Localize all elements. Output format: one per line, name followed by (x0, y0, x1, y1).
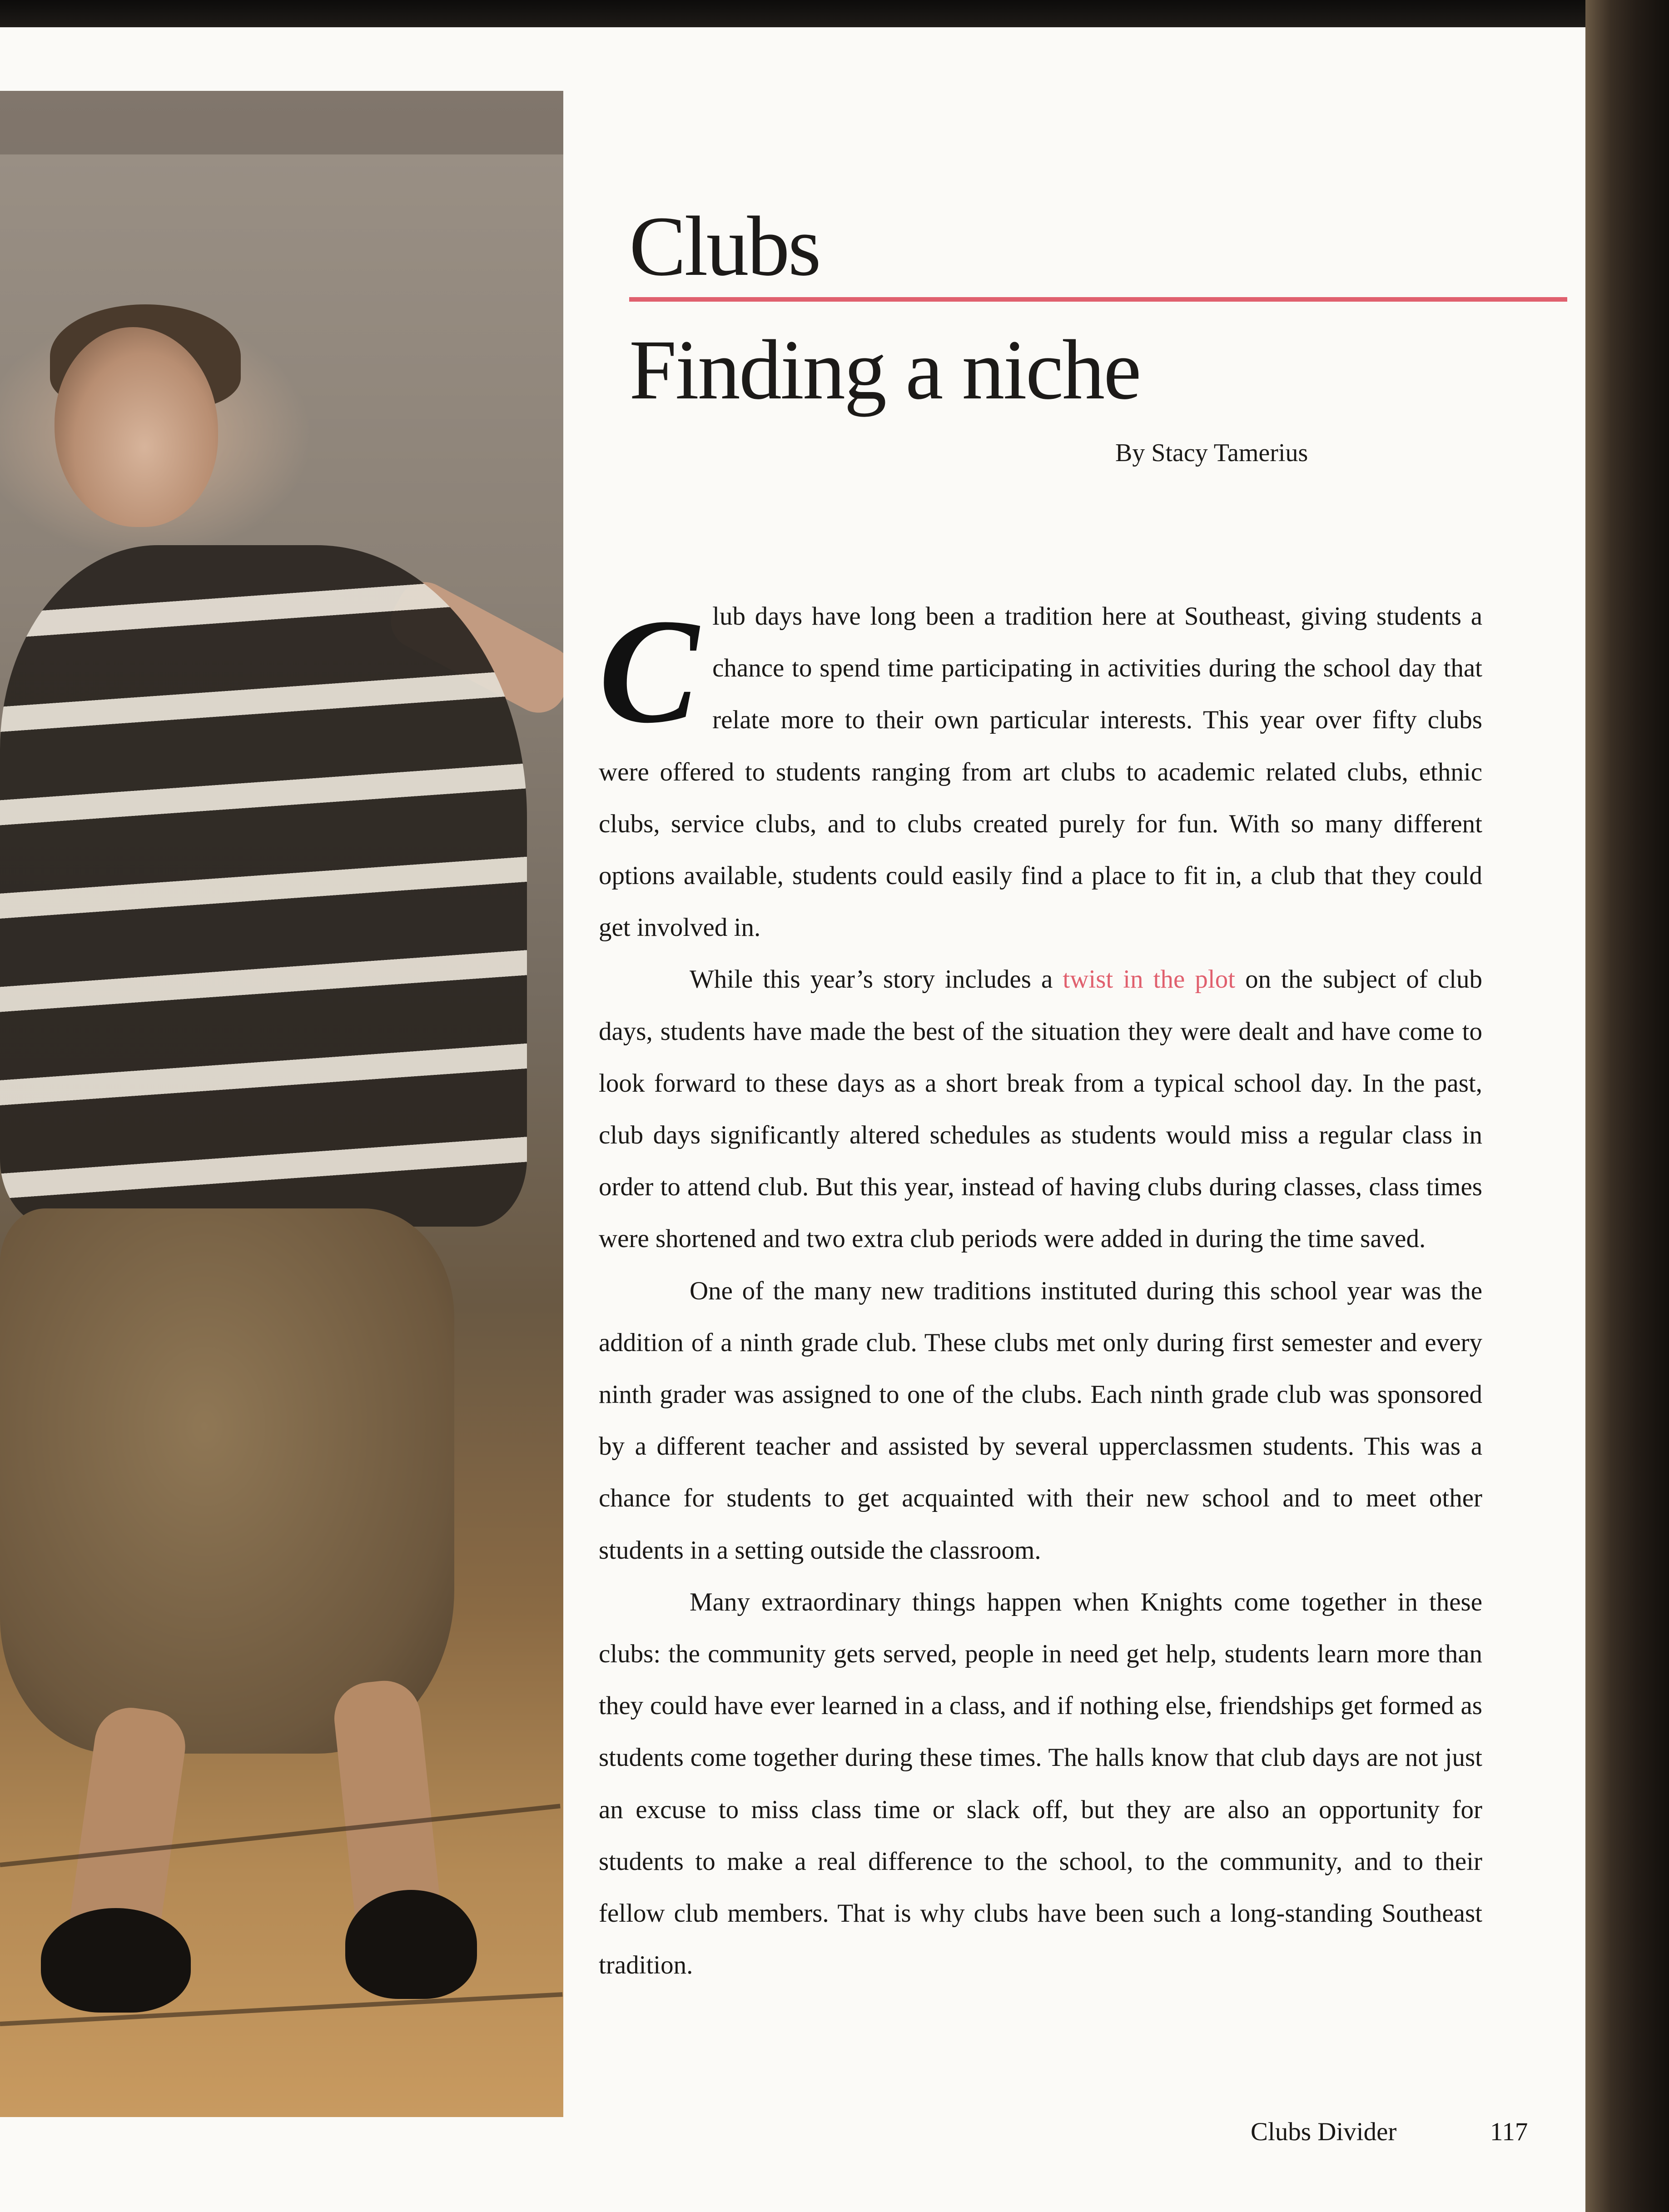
paragraph-text: One of the many new traditions instituted during this school year was the addition of a ninth grade club. These clubs met only during first semester and every ninth grader was assigned to one of the clubs. Each ninth grade club was sponsored by a different teacher and assisted by several upperclassmen students. This was a chance for students to get acquainted with their new school and to meet other students in a setting outside the classroom. (599, 1276, 1482, 1565)
photo-shoe-right (345, 1890, 477, 1999)
photo-wall-band (0, 91, 563, 154)
paragraph-text: on the subject of club days, students have made the best of the situation they were dealt and have come to look forward to these days as a short break from a typical school day. In the past, club days significantly altered schedules as students would miss a regular class in order to attend club. But this year, instead of having clubs during classes, class times were shortened and two extra club periods were added in during the time saved. (599, 965, 1482, 1253)
byline: By Stacy Tamerius (1115, 439, 1308, 467)
photo-striped-shirt (0, 545, 527, 1227)
paragraph-text: Many extraordinary things happen when Knights come together in these clubs: the community gets served, people in need get help, students learn more than they could have ever learned in a class, and if nothing else, friendships get formed as students come together during these times. The halls know that club days are not just an excuse to miss class time or slack off, but they are also an opportunity for students to make a real difference to the school, to the community, and to their fellow club members. That is why clubs have been such a long-standing Southeast tradition. (599, 1587, 1482, 1980)
book-binding-edge (1585, 0, 1669, 2212)
photo-shoe-left (41, 1908, 191, 2013)
student-dancing-photo (0, 91, 563, 2117)
article-body (599, 588, 1482, 1991)
title-divider-rule (629, 297, 1567, 302)
paragraph (599, 954, 1482, 1265)
paragraph (599, 588, 1482, 954)
section-footer-label: Clubs Divider (1251, 2118, 1397, 2146)
paragraph (599, 1265, 1482, 1576)
headline: Finding a niche (629, 322, 1140, 417)
paragraph-text: lub days have long been a tradition here at Southeast, giving students a chance to spend time participating in activities during the school day that relate more to their own particular interests. This year over fifty clubs were offered to students ranging from art clubs to academic related clubs, ethnic clubs, service clubs, and to clubs created purely for fun. With so many different options available, students could easily find a place to fit in, a club that they could get involved in. (599, 602, 1482, 942)
photo-shorts (0, 1208, 454, 1754)
paragraph-text: While this year’s story includes a (690, 965, 1063, 994)
paragraph (599, 1576, 1482, 1992)
page-number: 117 (1490, 2118, 1528, 2146)
section-title: Clubs (629, 199, 820, 293)
highlighted-phrase: twist in the plot (1063, 965, 1236, 994)
drop-cap: C (599, 588, 699, 754)
